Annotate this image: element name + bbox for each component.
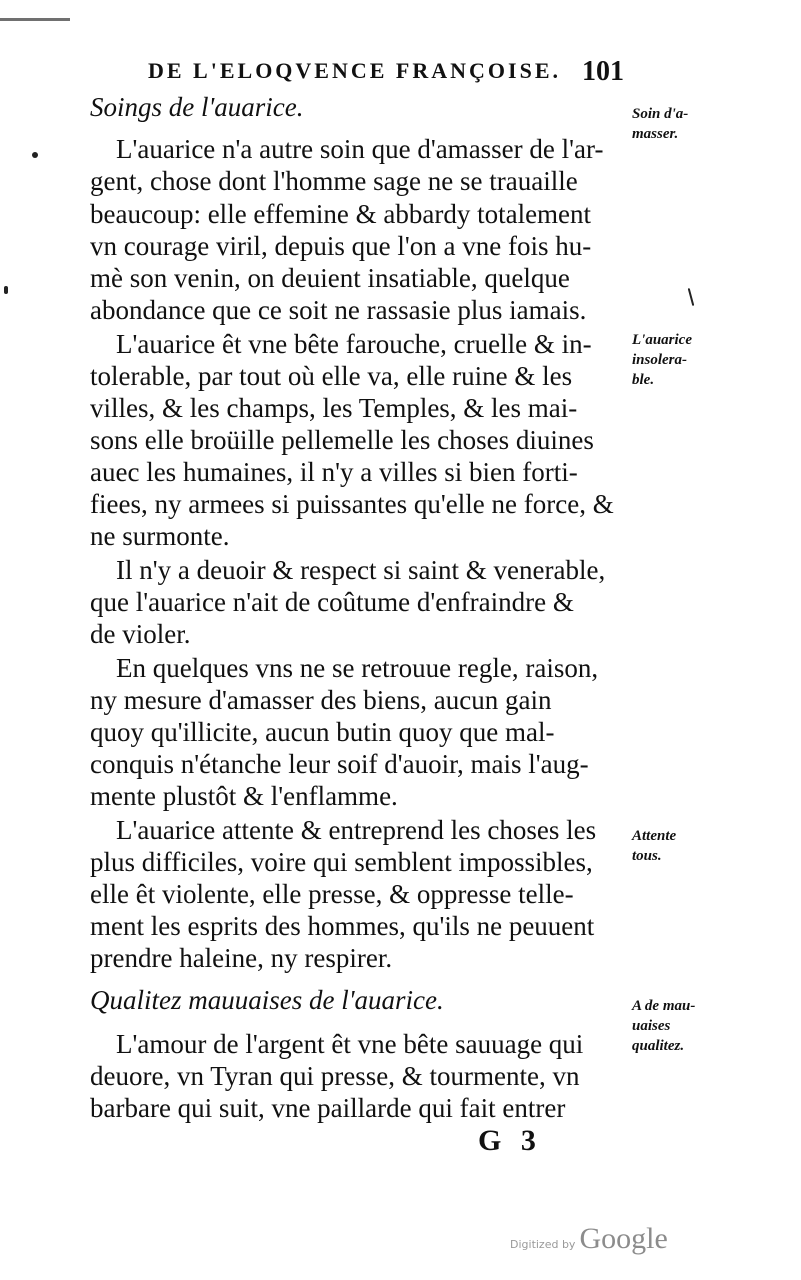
text-line: mè son venin, on deuient insatiable, quelque <box>90 263 570 293</box>
margin-note <box>632 826 676 866</box>
text-line: conquis n'étanche leur soif d'auoir, mais l'aug- <box>90 749 589 779</box>
text-line: auec les humaines, il n'y a villes si bien forti- <box>90 457 578 487</box>
margin-note-line: masser. <box>632 126 679 142</box>
text-line: L'auarice êt vne bête farouche, cruelle & in- <box>116 329 592 359</box>
top-rule <box>0 18 70 21</box>
text-line: tolerable, par tout où elle va, elle ruine & les <box>90 361 573 391</box>
margin-note-line: ble. <box>632 372 655 388</box>
text-line: barbare qui suit, vne paillarde qui fait entrer <box>90 1093 566 1123</box>
text-line: En quelques vns ne se retrouue regle, raison, <box>116 653 599 683</box>
margin-note-line: Attente <box>632 828 677 844</box>
google-logo: Google <box>579 1222 668 1255</box>
margin-note <box>632 330 692 390</box>
margin-note-line: L'auarice <box>632 332 692 348</box>
text-line: L'auarice attente & entreprend les choses les <box>116 815 597 845</box>
page-number: 101 <box>582 56 624 87</box>
text-line: ny mesure d'amasser des biens, aucun gain <box>90 685 552 715</box>
text-line: L'auarice n'a autre soin que d'amasser de l'ar- <box>116 134 604 164</box>
digitized-by-label: Digitized by <box>510 1238 576 1251</box>
text-line: ne surmonte. <box>90 521 230 551</box>
text-line: prendre haleine, ny respirer. <box>90 943 393 973</box>
margin-note-line: qualitez. <box>632 1038 685 1054</box>
margin-note-line: tous. <box>632 848 662 864</box>
text-line: elle êt violente, elle presse, & oppresse telle- <box>90 879 574 909</box>
margin-note <box>632 996 695 1056</box>
ink-speck <box>688 288 695 306</box>
ink-speck <box>4 286 8 294</box>
margin-note-line: insolera- <box>632 352 688 368</box>
text-line: que l'auarice n'ait de coûtume d'enfraindre & <box>90 587 574 617</box>
text-line: ment les esprits des hommes, qu'ils ne peuuent <box>90 911 595 941</box>
google-watermark <box>510 1222 668 1256</box>
text-line: abondance que ce soit ne rassasie plus iamais. <box>90 295 587 325</box>
text-line: deuore, vn Tyran qui presse, & tourmente, vn <box>90 1061 580 1091</box>
text-line: fiees, ny armees si puissantes qu'elle ne force, & <box>90 489 614 519</box>
text-line: gent, chose dont l'homme sage ne se trauaille <box>90 166 578 196</box>
text-line: sons elle broüille pellemelle les choses diuines <box>90 425 594 455</box>
text-line: L'amour de l'argent êt vne bête sauuage qui <box>116 1029 584 1059</box>
text-line: mente plustôt & l'enflamme. <box>90 781 398 811</box>
text-line: vn courage viril, depuis que l'on a vne fois hu- <box>90 231 592 261</box>
signature-mark: G 3 <box>478 1124 542 1157</box>
margin-note <box>632 104 688 144</box>
running-title: DE L'ELOQVENCE FRANÇOISE. <box>148 58 562 83</box>
text-line: quoy qu'illicite, aucun butin quoy que mal- <box>90 717 555 747</box>
margin-note-line: A de mau- <box>632 998 696 1014</box>
margin-note-line: uaises <box>632 1018 671 1034</box>
text-line: villes, & les champs, les Temples, & les mai- <box>90 393 578 423</box>
text-line: Il n'y a deuoir & respect si saint & venerable, <box>116 555 606 585</box>
section-heading: Qualitez mauuaises de l'auarice. <box>90 985 444 1015</box>
section-heading: Soings de l'auarice. <box>90 92 304 122</box>
text-line: de violer. <box>90 619 191 649</box>
text-line: beaucoup: elle effemine & abbardy totalement <box>90 199 592 229</box>
margin-note-line: Soin d'a- <box>632 106 689 122</box>
ink-speck <box>32 152 38 158</box>
text-line: plus difficiles, voire qui semblent impossibles, <box>90 847 593 877</box>
